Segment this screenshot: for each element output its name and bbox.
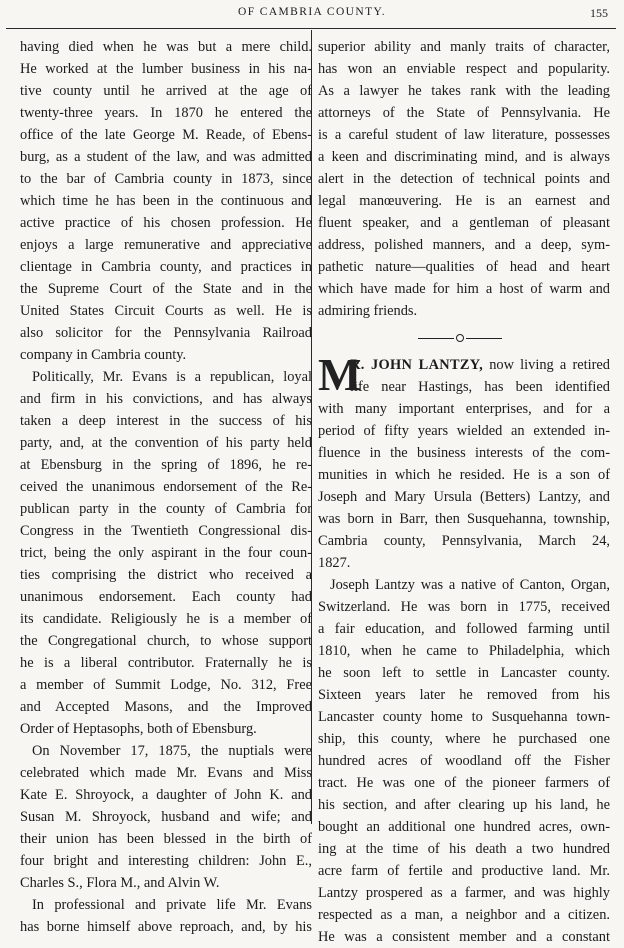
- text-line: has won an enviable respect and popularity.: [318, 61, 610, 77]
- text-line: Charles S., Flora M., and Alvin W.: [20, 875, 220, 891]
- text-line: taken a deep interest in the success of his: [20, 413, 312, 429]
- text-line: 1810, when he came to Philadelphia, which: [318, 643, 610, 659]
- section-ornament: [318, 328, 610, 350]
- text-line: United States Circuit Courts as well. He is: [20, 303, 312, 319]
- text-line: with many important enterprises, and for a: [318, 401, 610, 417]
- text-line: company in Cambria county.: [20, 347, 187, 363]
- text-line: respected as a man, a neighbor and a citizen.: [318, 907, 610, 923]
- running-title: OF CAMBRIA COUNTY.: [238, 6, 386, 18]
- text-line: he soon left to settle in Lancaster county.: [318, 665, 610, 681]
- text-line: Order of Heptasophs, both of Ebensburg.: [20, 721, 257, 737]
- text-line: tract. He was one of the pioneer farmers of: [318, 775, 610, 791]
- text-line: ship, this county, where he purchased one: [318, 731, 610, 747]
- text-line: trict, being the only aspirant in the four coun-: [20, 545, 312, 561]
- text-line: four bright and interesting children: John E.,: [20, 853, 312, 869]
- drop-cap: M: [318, 349, 362, 400]
- text-line: attorneys of the State of Pennsylvania. He: [318, 105, 610, 121]
- text-line: Politically, Mr. Evans is a republican, loyal: [32, 369, 312, 385]
- text-line: On November 17, 1875, the nuptials were: [32, 743, 312, 759]
- text-line: address, polished manners, and a deep, sym-: [318, 237, 610, 253]
- text-line: its candidate. Religiously he is a member of: [20, 611, 312, 627]
- text-line: fluent speaker, and a gentleman of pleasant: [318, 215, 610, 231]
- text-line: at Ebensburg in the spring of 1896, he re-: [20, 457, 312, 473]
- text-line: Lancaster county home to Susquehanna town-: [318, 709, 610, 725]
- text-line: active practice of his chosen profession. He: [20, 215, 312, 231]
- text-line: admiring friends.: [318, 303, 418, 319]
- text-line: superior ability and manly traits of character,: [318, 39, 610, 55]
- text-line: legal manœuvering. He is an earnest and: [318, 193, 610, 209]
- text-line: his section, and after clearing up his land, he: [318, 797, 610, 813]
- text-line: the Supreme Court of the State and in the: [20, 281, 312, 297]
- lantzy-bio-body: [318, 398, 610, 948]
- text-line: alert in the detection of technical points and: [318, 171, 610, 187]
- evans-bio-continued: [318, 36, 610, 322]
- text-line: fluence in the business interests of the com-: [318, 445, 610, 461]
- text-line: burg, as a student of the law, and was admitted: [20, 149, 312, 165]
- text-line: period of fifty years wielded an extended in-: [318, 423, 610, 439]
- text-line: also solicitor for the Pennsylvania Railroad: [20, 325, 312, 341]
- text-line: tive county until he arrived at the age of: [20, 83, 312, 99]
- text-line: is a careful student of law literature, possesses: [318, 127, 610, 143]
- text-line: the Congregational church, to whose support: [20, 633, 312, 649]
- text-line: hundred acres of woodland off the Fisher: [318, 753, 610, 769]
- text-line: twenty-three years. In 1870 he entered the: [20, 105, 312, 121]
- page-number: 155: [590, 6, 608, 20]
- header-rule: [6, 28, 616, 29]
- page-header: [0, 6, 624, 26]
- text-line: which time he has been in the continuous and: [20, 193, 312, 209]
- text-line: to the bar of Cambria county in 1873, since: [20, 171, 312, 187]
- text-line: he is a liberal contributor. Fraternally he is: [20, 655, 312, 671]
- text-line: He was a consistent member and a constant: [318, 929, 610, 945]
- text-line: clientage in Cambria county, and practices in: [20, 259, 312, 275]
- text-line: unanimous endorsement. Each county had: [20, 589, 312, 605]
- text-line: ties comprising the district who received a: [20, 567, 312, 583]
- text-line: ceived the unanimous endorsement of the Re-: [20, 479, 312, 495]
- text-line: acre farm of fertile and productive land. Mr.: [318, 863, 610, 879]
- text-line: a keen and discriminating mind, and is always: [318, 149, 610, 165]
- text-line: office of the late George M. Reade, of Ebens-: [20, 127, 312, 143]
- ornament-right-bar: [466, 338, 502, 339]
- text-line: Congress in the Twentieth Congressional dis-: [20, 523, 312, 539]
- text-line: Sixteen years later he removed from his: [318, 687, 610, 703]
- ornament-center-dot: [456, 334, 464, 342]
- text-line: Lantzy prospered as a farmer, and was highly: [318, 885, 610, 901]
- text-line: bought an additional one hundred acres, own-: [318, 819, 610, 835]
- text-line: and Accepted Masons, and the Improved: [20, 699, 312, 715]
- text-line: has borne himself above reproach, and, by his: [20, 919, 312, 935]
- text-line: party, and, at the convention of his party held: [20, 435, 312, 451]
- subject-name: R. JOHN LANTZY,: [350, 357, 484, 373]
- text-line: Susan M. Shroyock, husband and wife; and: [20, 809, 312, 825]
- text-line: a member of Summit Lodge, No. 312, Free: [20, 677, 312, 693]
- text-line: Joseph Lantzy was a native of Canton, Organ,: [330, 577, 610, 593]
- text-line: their union has been blessed in the birth of: [20, 831, 312, 847]
- text-line: was born in Barr, then Susquehanna, township,: [318, 511, 610, 527]
- text-line: As a lawyer he takes rank with the leading: [318, 83, 610, 99]
- text-line: ing at the time of his death a two hundred: [318, 841, 610, 857]
- text-line: and firm in his convictions, and has always: [20, 391, 312, 407]
- text-line: 1827.: [318, 555, 351, 571]
- text-line: Switzerland. He was born in 1775, received: [318, 599, 610, 615]
- lantzy-first-line-text: now living a retired: [483, 357, 610, 373]
- text-line: having died when he was but a mere child.: [20, 39, 312, 55]
- lantzy-first-line: [318, 354, 610, 376]
- text-line: pathetic nature—qualities of head and heart: [318, 259, 610, 275]
- text-line: which have made for him a host of warm and: [318, 281, 610, 297]
- text-line: Kate E. Shroyock, a daughter of John K. and: [20, 787, 312, 803]
- lantzy-bio: [318, 349, 610, 948]
- text-line: He worked at the lumber business in his na-: [20, 61, 312, 77]
- text-line: enjoys a large remunerative and appreciative: [20, 237, 312, 253]
- text-line: In professional and private life Mr. Evans: [32, 897, 312, 913]
- text-line: a fair education, and followed farming until: [318, 621, 610, 637]
- left-column: [20, 36, 312, 938]
- right-column: [318, 36, 610, 948]
- text-line: munities in which he resided. He is a son of: [318, 467, 610, 483]
- ornament-left-bar: [418, 338, 454, 339]
- text-line: Cambria county, Pennsylvania, March 24,: [318, 533, 610, 549]
- text-line: celebrated which made Mr. Evans and Miss: [20, 765, 312, 781]
- lantzy-second-line: life near Hastings, has been identified: [350, 379, 610, 395]
- text-line: publican party in the county of Cambria for: [20, 501, 312, 517]
- text-line: Joseph and Mary Ursula (Betters) Lantzy, and: [318, 489, 610, 505]
